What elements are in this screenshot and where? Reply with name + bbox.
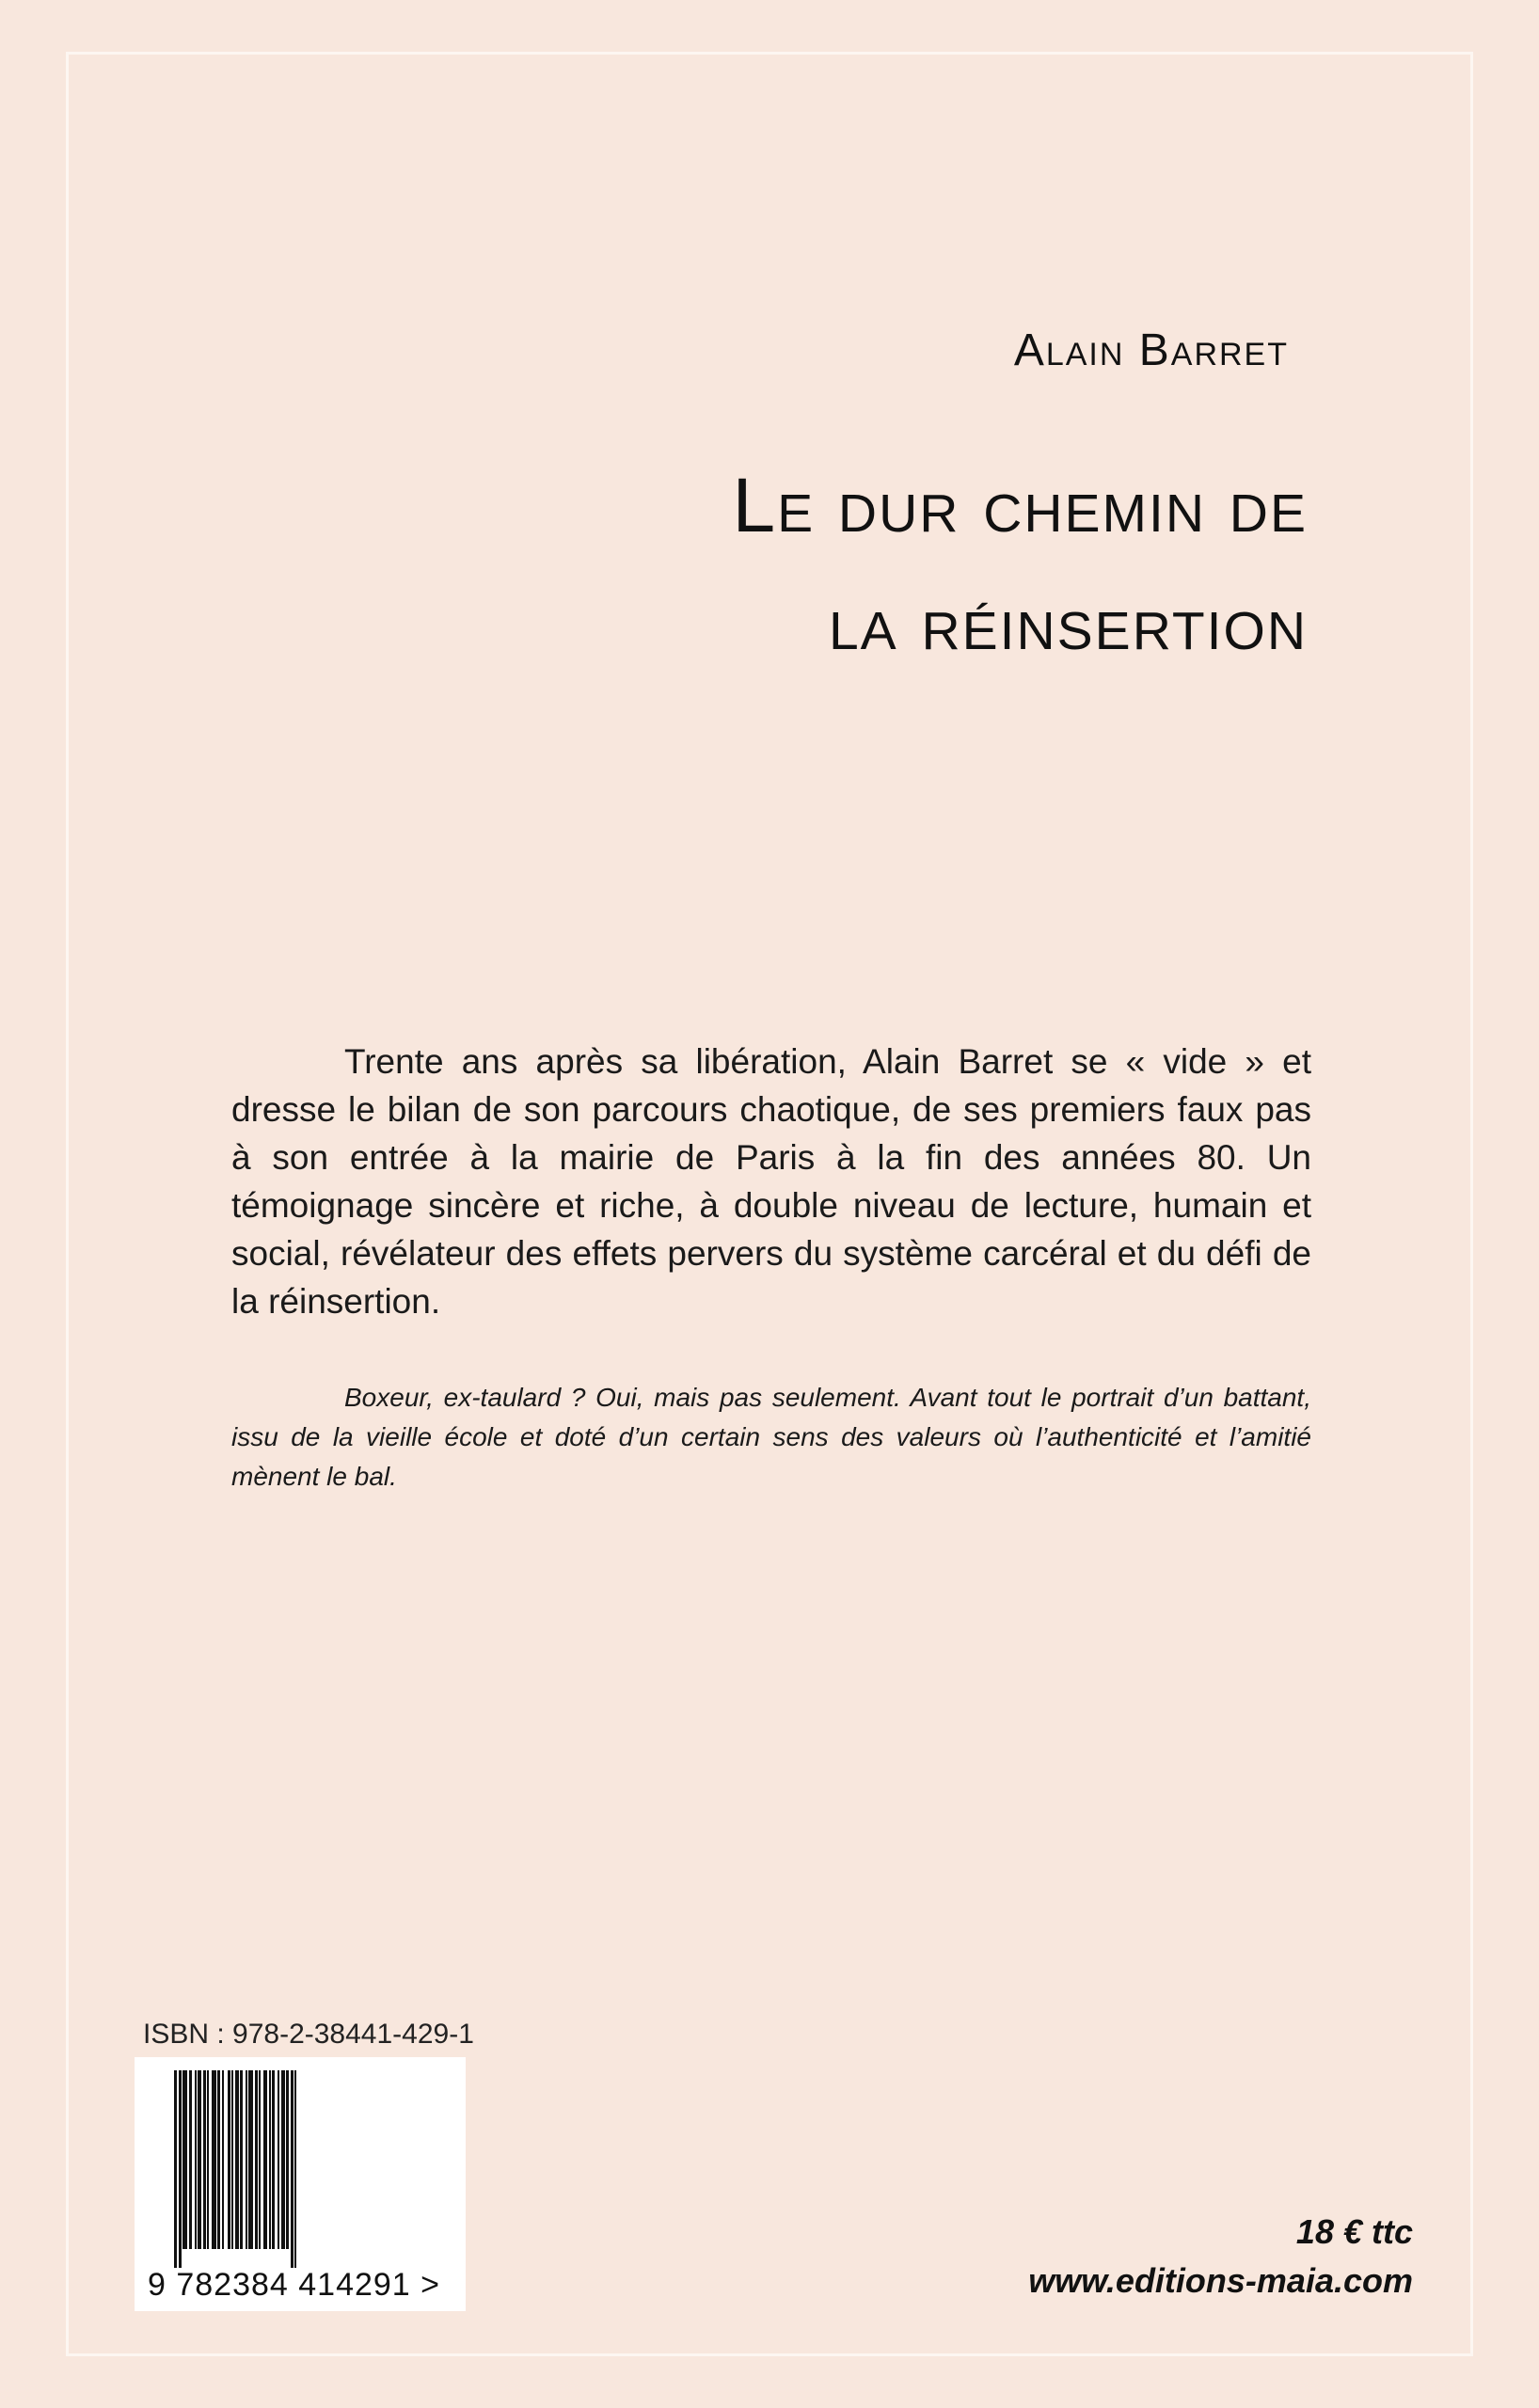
barcode-bar [240, 2070, 243, 2249]
barcode-bar [195, 2070, 197, 2249]
barcode-bar [182, 2070, 187, 2249]
barcode-bar [222, 2070, 224, 2249]
isbn-label: ISBN : 978-2-38441-429-1 [143, 2019, 474, 2050]
barcode-bar [281, 2070, 285, 2249]
barcode-bar [189, 2070, 192, 2249]
quote-paragraph: Boxeur, ex-taulard ? Oui, mais pas seulement. Avant tout le portrait d’un battant, issu de la vieille école et doté d’un certain sens des valeurs où l’authenticité et l’amitié mènent le bal. [231, 1383, 1311, 1491]
title-line-1: Le dur chemin de [732, 463, 1308, 548]
barcode-bar [255, 2070, 258, 2249]
barcode-bar [269, 2070, 271, 2249]
barcode-bar [246, 2070, 247, 2249]
book-title [461, 447, 1308, 682]
barcode-bar [174, 2070, 177, 2268]
barcode-bar [294, 2070, 296, 2268]
barcode-bar [198, 2070, 201, 2249]
barcode-bar [291, 2070, 294, 2268]
barcode-bar [207, 2070, 209, 2249]
price: 18 € ttc [1295, 2212, 1413, 2251]
barcode-bar [203, 2070, 206, 2249]
barcode-bar [278, 2070, 279, 2249]
barcode-bar [217, 2070, 220, 2249]
title-line-2: la réinsertion [828, 580, 1308, 666]
barcode-bar [286, 2070, 289, 2249]
barcode-bar [272, 2070, 275, 2249]
barcode-bar [228, 2070, 230, 2249]
barcode-bar [259, 2070, 261, 2249]
barcode-bar [263, 2070, 267, 2249]
barcode [135, 2057, 466, 2311]
barcode-bar [235, 2070, 239, 2249]
barcode-digits: 9 782384 414291 > [148, 2267, 441, 2303]
publisher-website: www.editions-maia.com [1028, 2261, 1413, 2300]
barcode-bar [248, 2070, 253, 2249]
author-name: Alain Barret [1013, 325, 1289, 375]
barcode-bar [212, 2070, 216, 2249]
barcode-bar [179, 2070, 182, 2268]
summary-paragraph: Trente ans après sa libération, Alain Barret se « vide » et dresse le bilan de son parcours chaotique, de ses premiers faux pas à son entrée à la mairie de Paris à la fin des années 80. Un témoignage sincère et riche, à double niveau de lecture, humain et social, révélateur des effets pervers du système carcéral et du défi de la réinsertion. [231, 1042, 1311, 1321]
barcode-bar [231, 2070, 233, 2249]
